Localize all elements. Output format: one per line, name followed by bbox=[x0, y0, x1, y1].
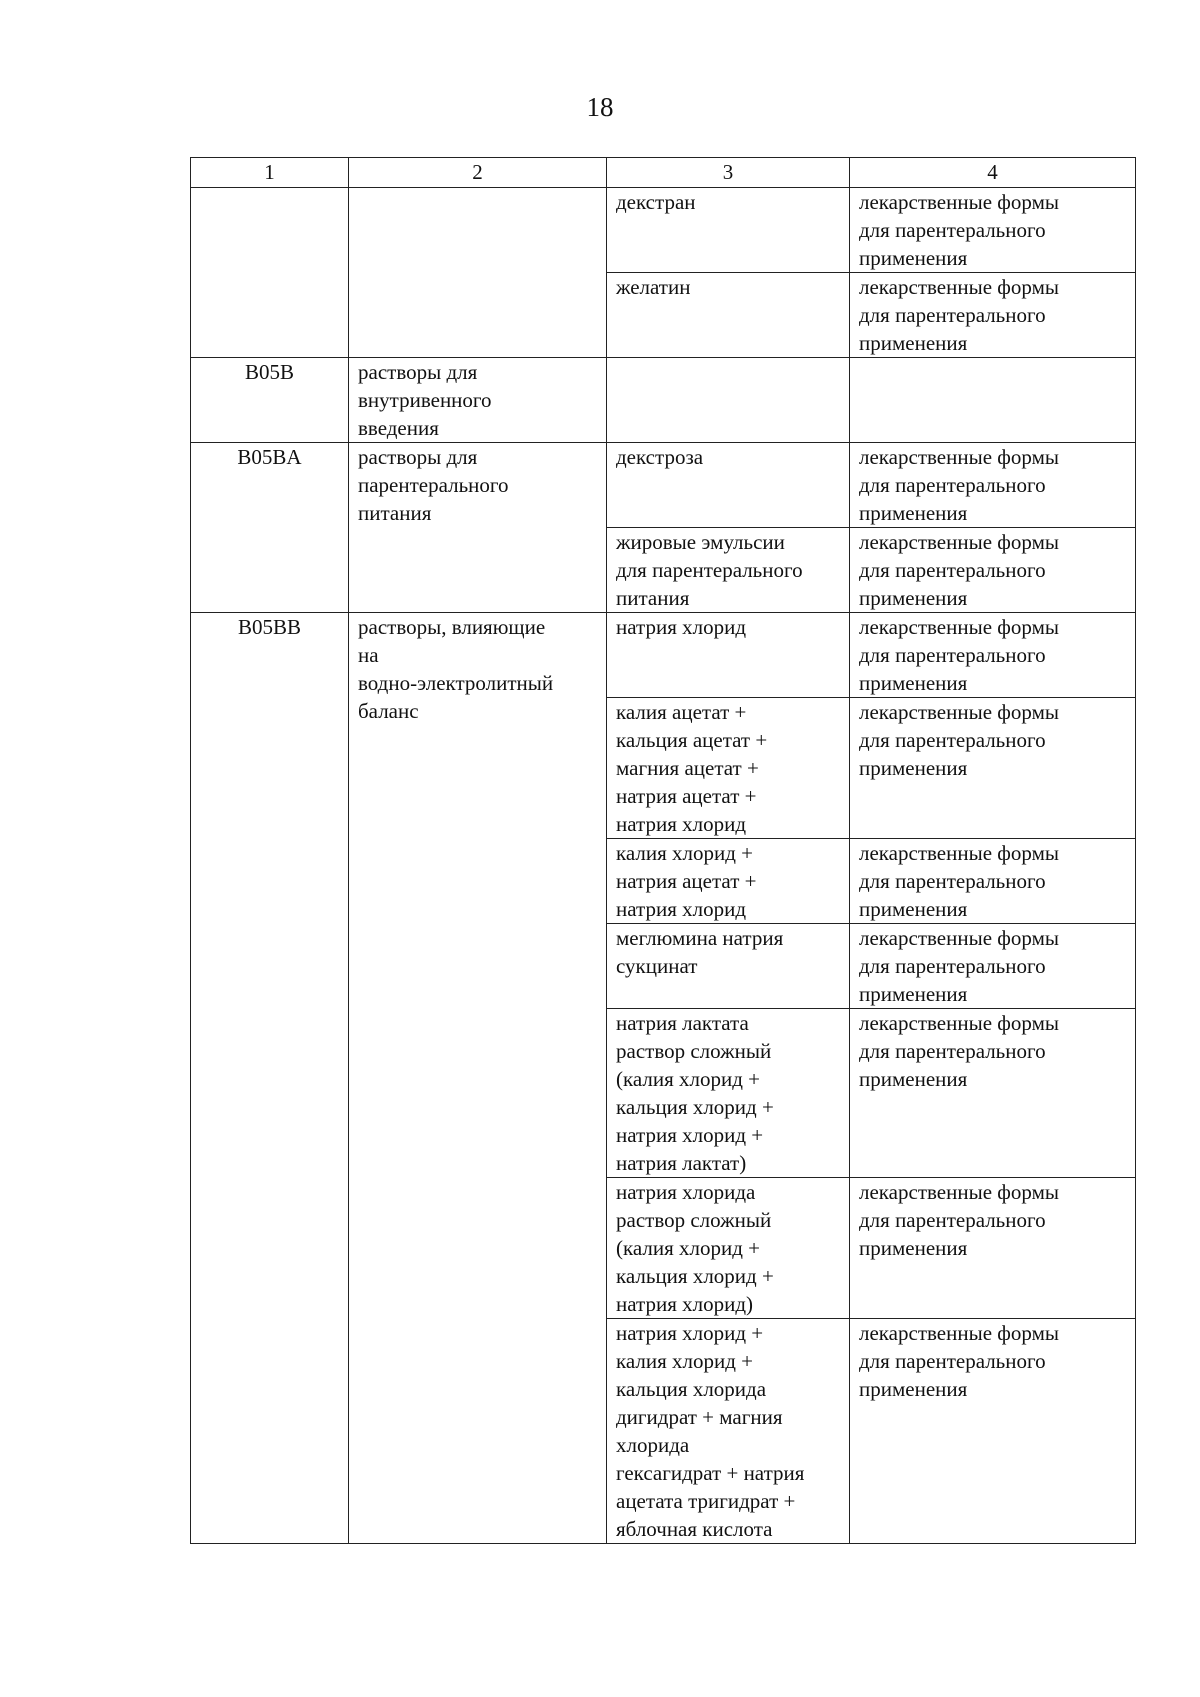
header-col-4: 4 bbox=[850, 158, 1136, 188]
table-row bbox=[191, 613, 1136, 698]
dosage-form-cell: лекарственные формы для парентерального применения bbox=[850, 613, 1136, 698]
header-col-1: 1 bbox=[191, 158, 349, 188]
table-body bbox=[191, 188, 1136, 1544]
table-header bbox=[191, 158, 1136, 188]
table-row bbox=[191, 443, 1136, 528]
drug-name-cell: декстроза bbox=[607, 443, 850, 528]
dosage-form-cell: лекарственные формы для парентерального применения bbox=[850, 528, 1136, 613]
atc-code-cell bbox=[191, 188, 349, 358]
dosage-form-cell: лекарственные формы для парентерального применения bbox=[850, 1319, 1136, 1544]
atc-code-cell: B05B bbox=[191, 358, 349, 443]
drug-name-cell: жировые эмульсии для парентерального питания bbox=[607, 528, 850, 613]
drug-name-cell bbox=[607, 358, 850, 443]
drug-name-cell: натрия хлорид bbox=[607, 613, 850, 698]
dosage-form-cell: лекарственные формы для парентерального применения bbox=[850, 839, 1136, 924]
drug-name-cell: калия хлорид + натрия ацетат + натрия хлорид bbox=[607, 839, 850, 924]
dosage-form-cell bbox=[850, 358, 1136, 443]
anatomical-group-cell: растворы, влияющие на водно-электролитный баланс bbox=[349, 613, 607, 1544]
dosage-form-cell: лекарственные формы для парентерального применения bbox=[850, 924, 1136, 1009]
drug-name-cell: натрия хлорид + калия хлорид + кальция хлорида дигидрат + магния хлорида гексагидрат + натрия ацетата тригидрат + яблочная кислота bbox=[607, 1319, 850, 1544]
dosage-form-cell: лекарственные формы для парентерального применения bbox=[850, 273, 1136, 358]
drug-name-cell: желатин bbox=[607, 273, 850, 358]
drug-name-cell: натрия хлорида раствор сложный (калия хлорид + кальция хлорид + натрия хлорид) bbox=[607, 1178, 850, 1319]
header-row bbox=[191, 158, 1136, 188]
dosage-form-cell: лекарственные формы для парентерального применения bbox=[850, 1178, 1136, 1319]
dosage-form-cell: лекарственные формы для парентерального применения bbox=[850, 1009, 1136, 1178]
table-row bbox=[191, 358, 1136, 443]
atc-code-cell: B05BA bbox=[191, 443, 349, 613]
drug-name-cell: декстран bbox=[607, 188, 850, 273]
anatomical-group-cell: растворы для парентерального питания bbox=[349, 443, 607, 613]
drug-classification-table bbox=[190, 157, 1136, 1544]
drug-name-cell: натрия лактата раствор сложный (калия хлорид + кальция хлорид + натрия хлорид + натрия лактат) bbox=[607, 1009, 850, 1178]
table-row bbox=[191, 188, 1136, 273]
dosage-form-cell: лекарственные формы для парентерального применения bbox=[850, 698, 1136, 839]
atc-code-cell: B05BB bbox=[191, 613, 349, 1544]
drug-name-cell: калия ацетат + кальция ацетат + магния ацетат + натрия ацетат + натрия хлорид bbox=[607, 698, 850, 839]
anatomical-group-cell bbox=[349, 188, 607, 358]
page-number: 18 bbox=[586, 92, 614, 122]
dosage-form-cell: лекарственные формы для парентерального применения bbox=[850, 443, 1136, 528]
anatomical-group-cell: растворы для внутривенного введения bbox=[349, 358, 607, 443]
dosage-form-cell: лекарственные формы для парентерального применения bbox=[850, 188, 1136, 273]
header-col-2: 2 bbox=[349, 158, 607, 188]
drug-name-cell: меглюмина натрия сукцинат bbox=[607, 924, 850, 1009]
header-col-3: 3 bbox=[607, 158, 850, 188]
